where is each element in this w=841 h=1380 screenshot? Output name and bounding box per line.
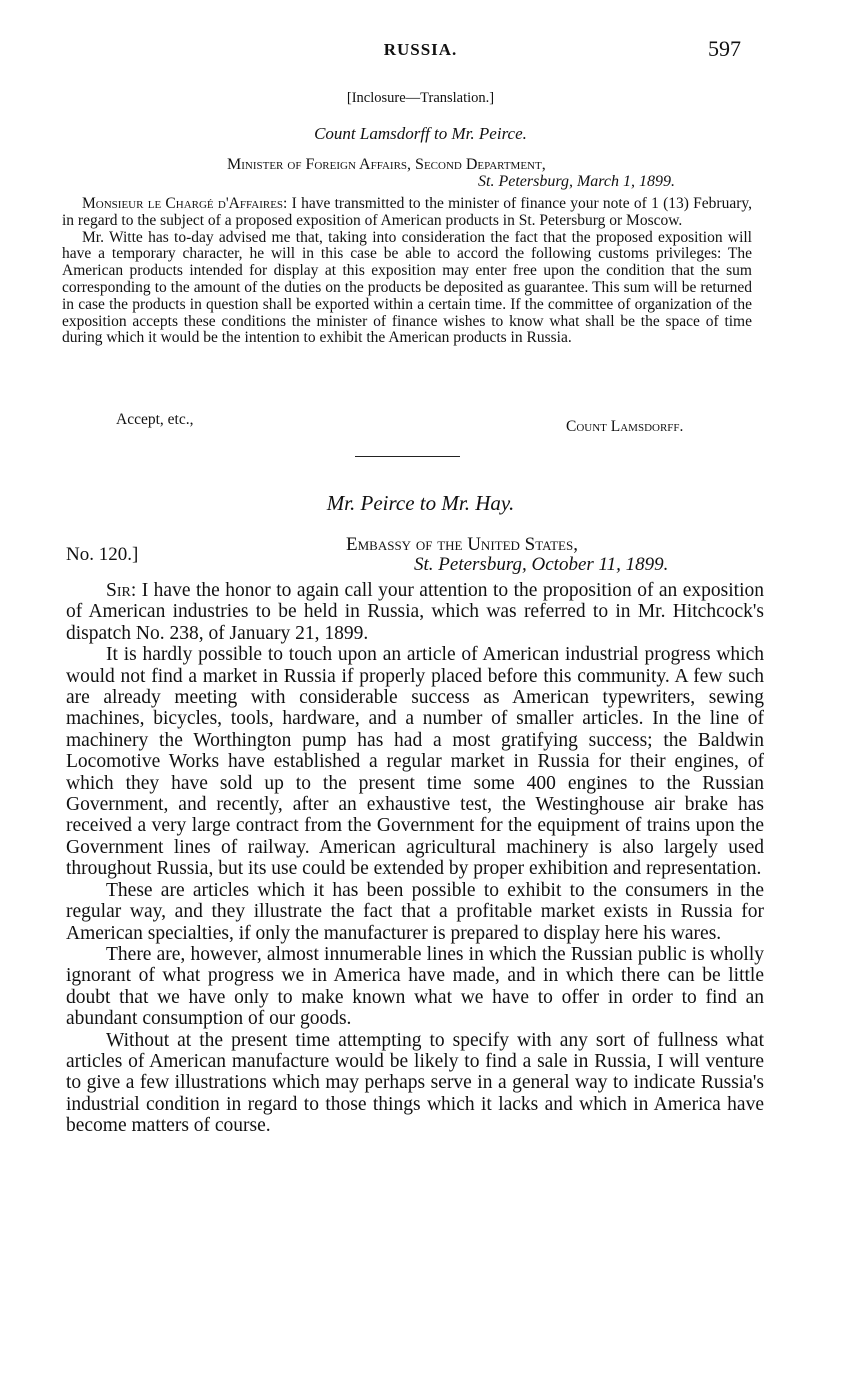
page-number: 597	[708, 36, 741, 61]
inclosure-paragraph: Mr. Witte has to-day advised me that, taking into consideration the fact that the proposed exposition will have a temporary character, he will in this case be able to accord the following customs privileges: The American products intended for display at this exposition may enter free upon the condition that the sum corresponding to the amount of the duties on the products be deposited as guarantee. This sum will be returned in case the products in question shall be exported within a certain time. If the committee of organization of the exposition accepts these conditions the minister of finance wishes to know what shall be the space of time during which it would be the intention to exhibit the American products in Russia.	[62, 228, 752, 347]
dispatch-paragraph: Sir: I have the honor to again call your attention to the proposition of an exposition of American industries to be held in Russia, which was referred to in Mr. Hitchcock's dispatch No. 238, of January 21, 1899.	[66, 580, 765, 644]
dispatch-number: No. 120.]	[66, 544, 139, 565]
inclosure-paragraph: Monsieur le Chargé d'Affaires: I have transmitted to the minister of finance your note of 1 (13) February, in regard to the subject of a proposed exposition of American products in St. Petersburg or Moscow.	[62, 195, 752, 229]
dispatch-body	[66, 580, 764, 1137]
dispatch-dateline: St. Petersburg, October 11, 1899.	[414, 554, 669, 575]
inclosure-closing: Accept, etc.,	[116, 411, 194, 428]
inclosure-salutation: Monsieur le Chargé d'Affaires:	[82, 195, 288, 212]
inclosure-title: Count Lamsdorff to Mr. Peirce.	[314, 124, 527, 143]
dispatch-paragraph: There are, however, almost innumerable lines in which the Russian public is wholly ignorant of what progress we in America have made, and in which there can be little doubt that we have only to make known what we have to offer in order to find an abundant consumption of our goods.	[66, 943, 764, 1030]
dispatch-paragraph: Without at the present time attempting to specify with any sort of fullness what articles of American manufacture would be likely to find a sale in Russia, I will venture to give a few illustrations which may perhaps serve in a general way to indicate Russia's industrial condition in regard to those things which it lacks and which in America have become matters of course.	[66, 1029, 764, 1137]
section-divider	[355, 456, 460, 457]
inclosure-office: Minister of Foreign Affairs, Second Department,	[227, 156, 546, 173]
dispatch-office: Embassy of the United States,	[346, 534, 578, 555]
inclosure-label: [Inclosure—Translation.]	[346, 90, 495, 106]
dispatch-paragraph: It is hardly possible to touch upon an article of American industrial progress which would not find a market in Russia if properly placed before this community. A few such are already meeting with considerable success as American typewriters, sewing machines, bicycles, tools, hardware, and a number of smaller articles. In the line of machinery the Worthington pump has had a most gratifying success; the Baldwin Locomotive Works have established a regular market in Russia for their engines, of which they have sold up to the present time some 400 engines to the Russian Government, and recently, after an exhaustive test, the Westinghouse air brake has received a very large contract from the Government for the equipment of trains upon the Government lines of railway. American agricultural machinery is also largely used throughout Russia, but its use could be extended by proper exhibition and representation.	[66, 644, 764, 880]
inclosure-dateline: St. Petersburg, March 1, 1899.	[478, 173, 676, 190]
dispatch-paragraph: These are articles which it has been possible to exhibit to the consumers in the regular way, and they illustrate the fact that a profitable market exists in Russia for American specialties, if only the manufacturer is prepared to display here his wares.	[66, 879, 764, 944]
inclosure-body	[62, 196, 752, 347]
inclosure-signature: Count Lamsdorff.	[566, 418, 684, 435]
running-title: RUSSIA.	[383, 40, 458, 59]
dispatch-title: Mr. Peirce to Mr. Hay.	[326, 491, 515, 515]
dispatch-salutation: Sir:	[106, 580, 137, 601]
